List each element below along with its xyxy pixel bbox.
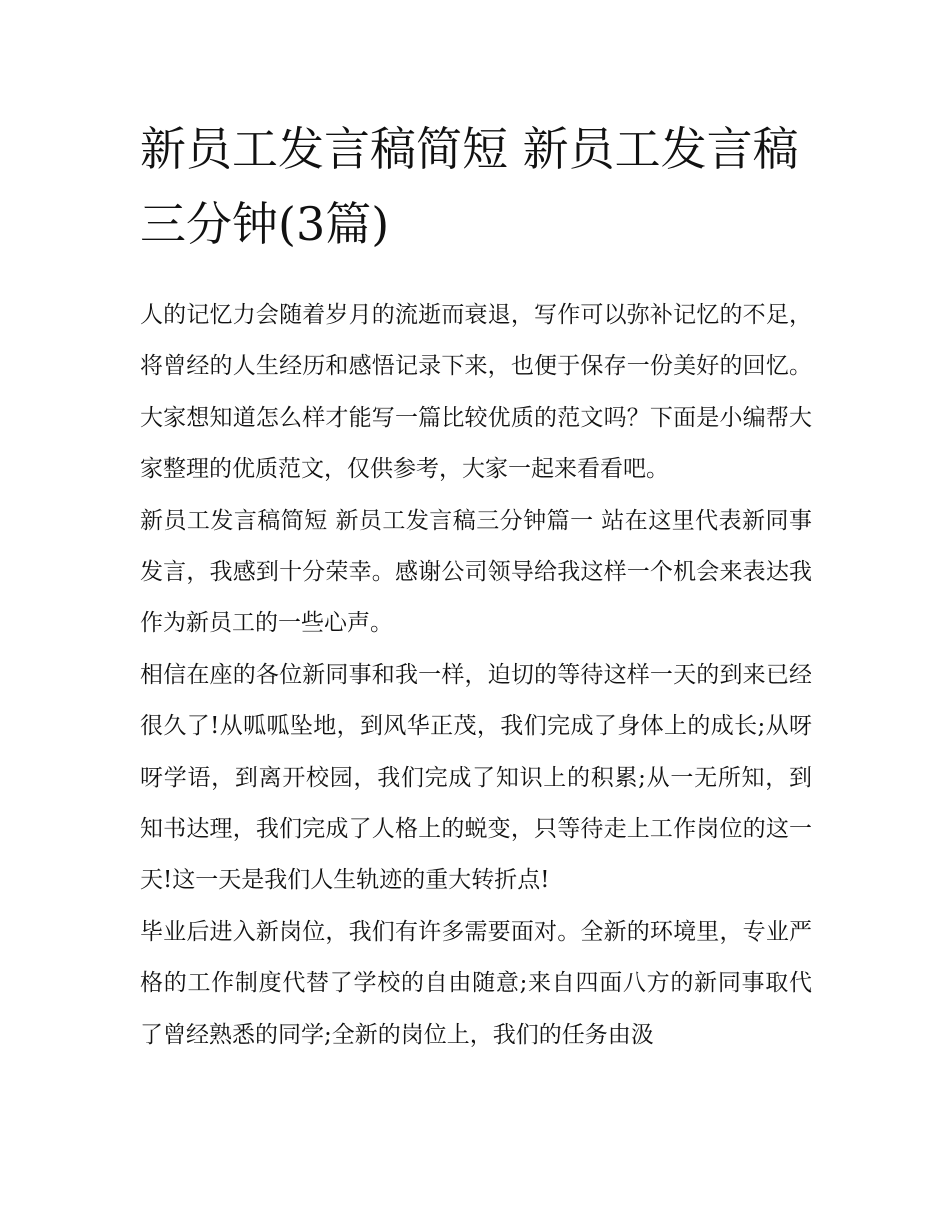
document-page xyxy=(140,112,812,1061)
document-title: 新员工发言稿简短 新员工发言稿三分钟(3篇) xyxy=(140,122,799,251)
paragraph: 相信在座的各位新同事和我一样，迫切的等待这样一天的到来已经很久了!从呱呱坠地，到风华正茂，我们完成了身体上的成长;从呀呀学语，到离开校园，我们完成了知识上的积累;从一无所知，到知书达理，我们完成了人格上的蜕变，只等待走上工作岗位的这一天!这一天是我们人生轨迹的重大转折点! xyxy=(140,661,812,894)
paragraph: 毕业后进入新岗位，我们有许多需要面对。全新的环境里，专业严格的工作制度代替了学校的自由随意;来自四面八方的新同事取代了曾经熟悉的同学;全新的岗位上，我们的任务由汲 xyxy=(140,918,812,1048)
document-body xyxy=(140,290,812,1061)
paragraph: 人的记忆力会随着岁月的流逝而衰退，写作可以弥补记忆的不足，将曾经的人生经历和感悟记录下来，也便于保存一份美好的回忆。大家想知道怎么样才能写一篇比较优质的范文吗？下面是小编帮大家整理的优质范文，仅供参考，大家一起来看看吧。 xyxy=(140,302,812,483)
paragraph: 新员工发言稿简短 新员工发言稿三分钟篇一 站在这里代表新同事发言，我感到十分荣幸。感谢公司领导给我这样一个机会来表达我作为新员工的一些心声。 xyxy=(140,507,812,637)
